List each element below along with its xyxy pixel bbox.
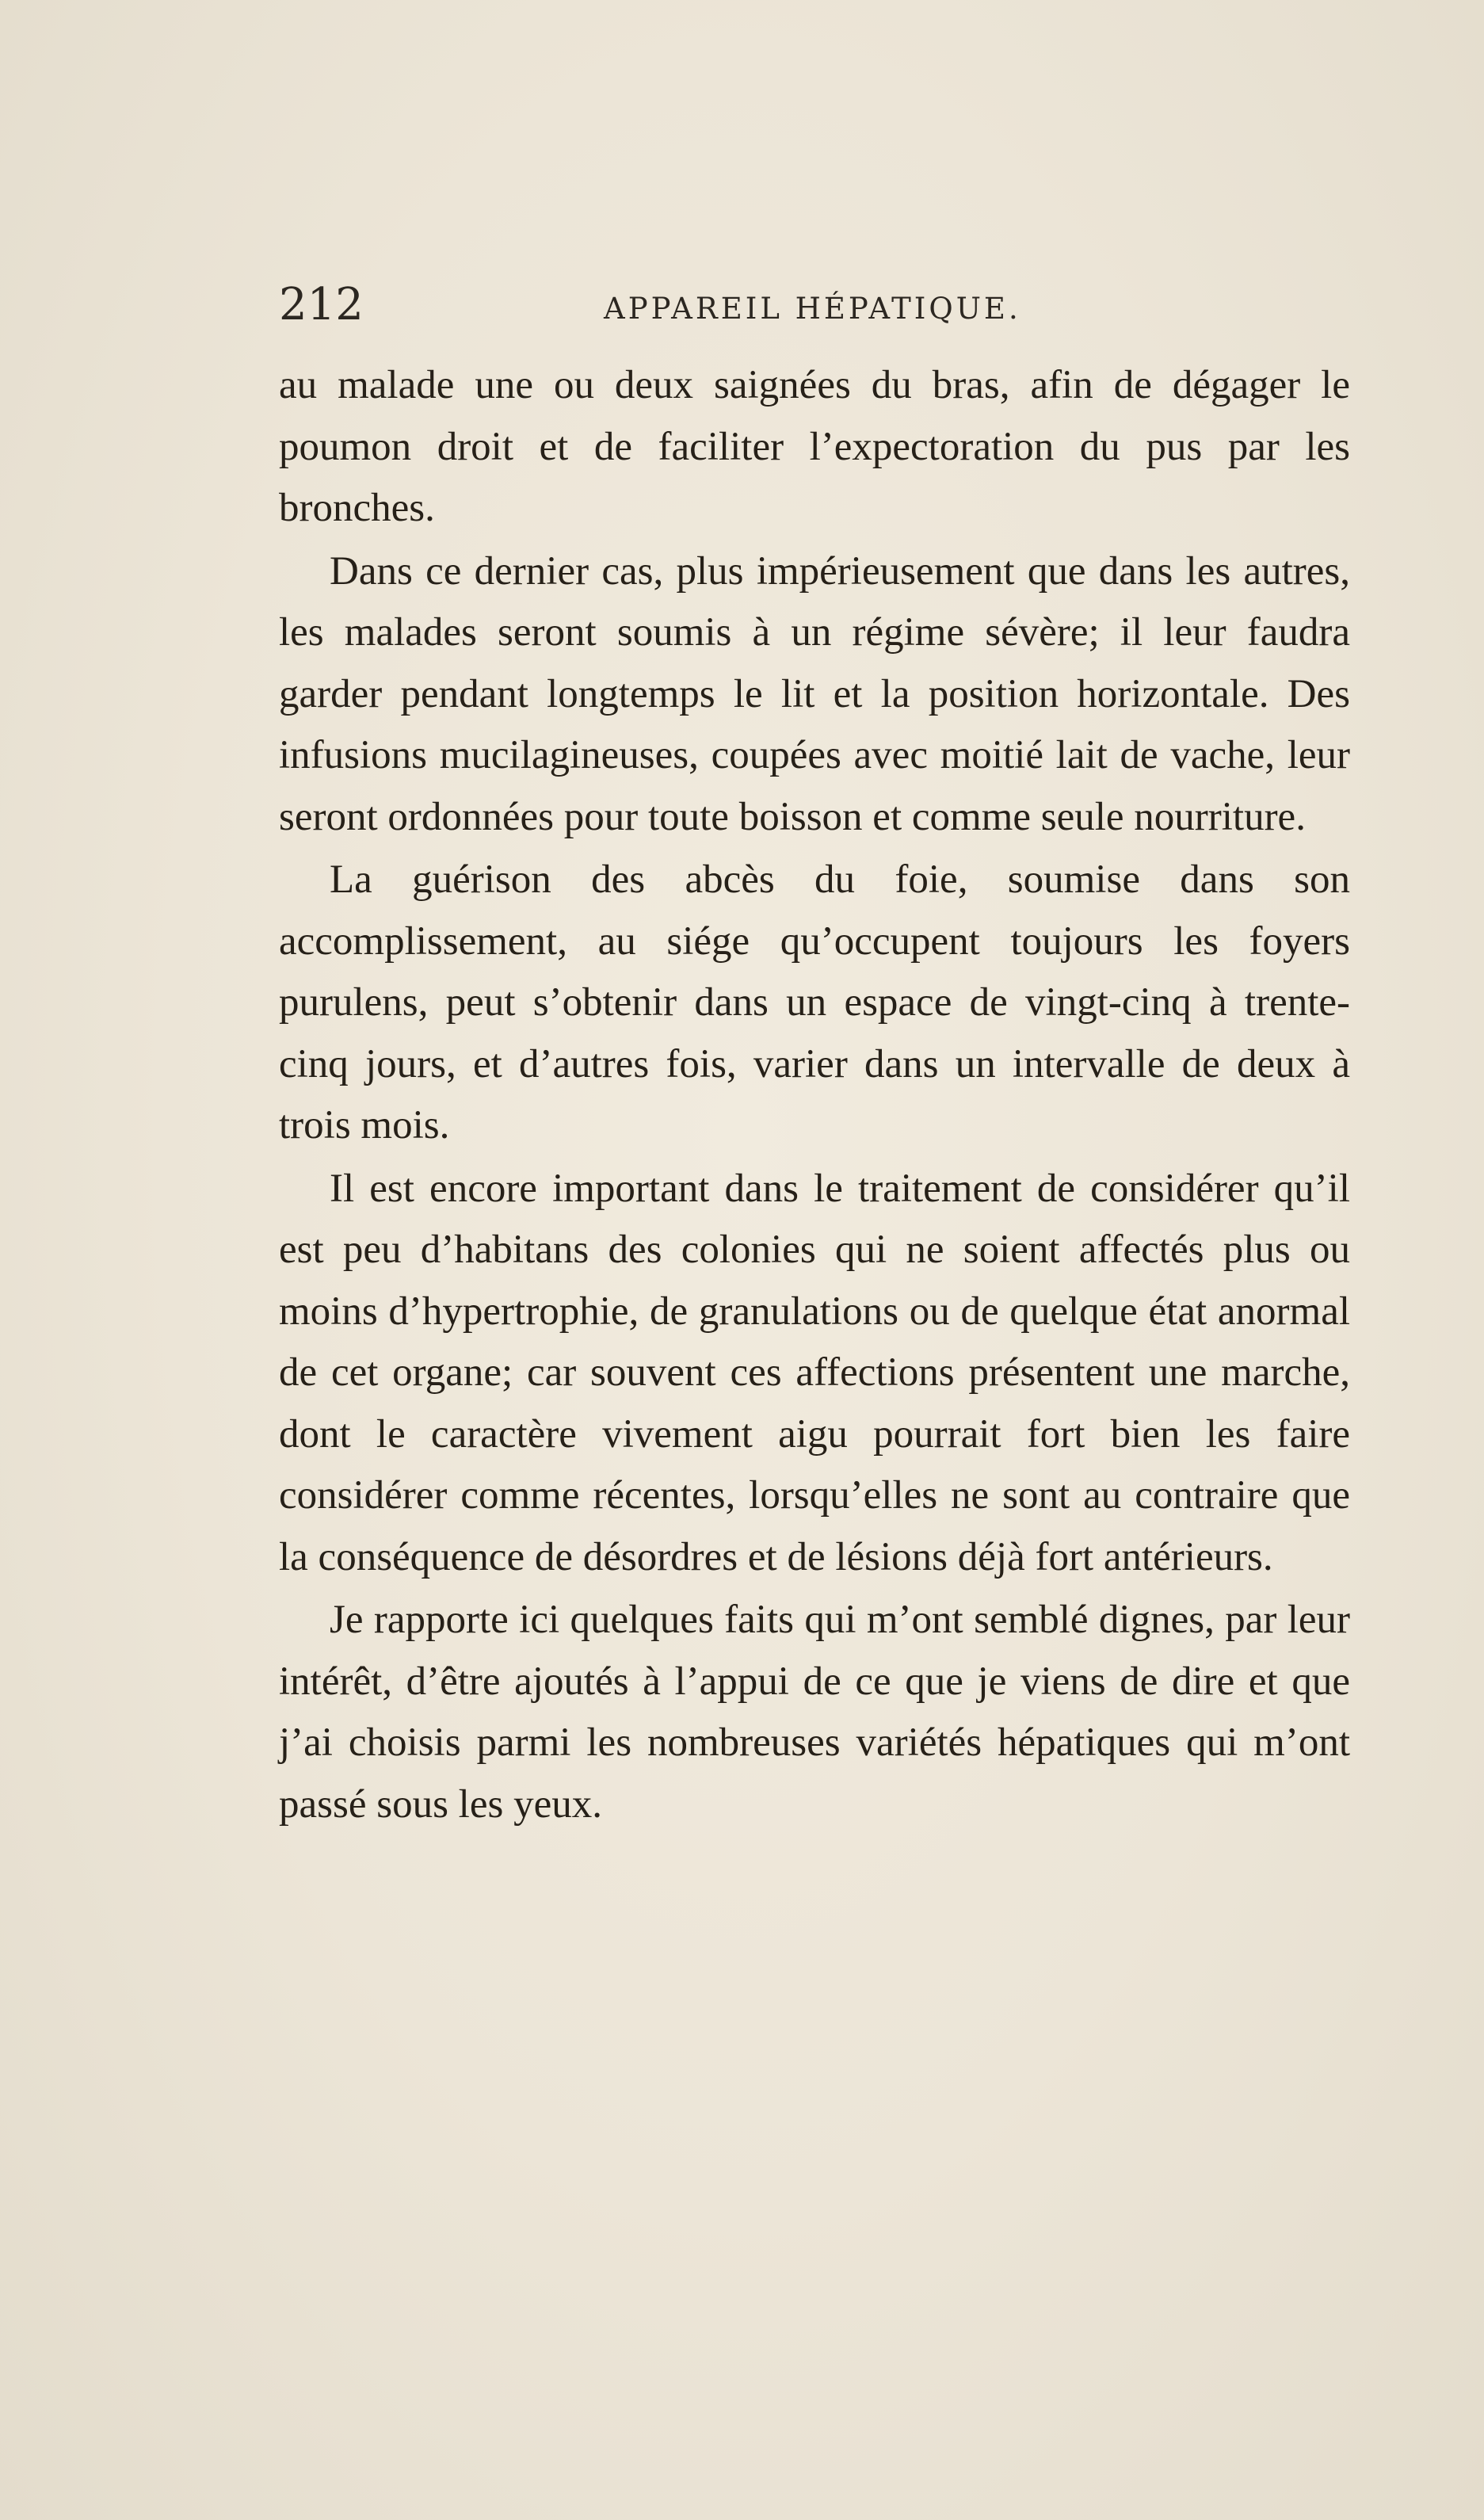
paragraph-5: Je rapporte ici quelques faits qui m’ont semblé dignes, par leur intérêt, d’être ajoutés à l’appui de ce que je viens de dire et que j’ai choisis parmi les nombreuses variétés hépatiques qui m’ont passé sous les yeux. bbox=[279, 1598, 1350, 1827]
running-head: APPAREIL HÉPATIQUE. bbox=[604, 292, 1021, 326]
paragraph-2: Dans ce dernier cas, plus impérieusement que dans les autres, les malades seront soumis à un régime sévère; il leur faudra garder pendant longtemps le lit et la position horizontale. Des infusions mucilagineuses, coupées avec moitié lait de vache, leur seront ordonnées pour toute boisson et comme seule nourriture. bbox=[279, 548, 1350, 839]
paragraph-1: au malade une ou deux saignées du bras, afin de dégager le poumon droit et de faciliter l’expectoration du pus par les bronches. bbox=[279, 363, 1350, 530]
page-number: 212 bbox=[279, 279, 364, 330]
paragraph-3: La guérison des abcès du foie, soumise dans son accomplissement, au siége qu’occupent toujours les foyers purulens, peut s’obtenir dans un espace de vingt-cinq à trente-cinq jours, et d’autres fois, varier dans un intervalle de deux à trois mois. bbox=[279, 857, 1350, 1147]
paragraph-4: Il est encore important dans le traitement de considérer qu’il est peu d’habitans des colonies qui ne soient affectés plus ou moins d’hypertrophie, de granulations ou de quelque état anormal de cet organe; car souvent ces affections présentent une marche, dont le caractère vivement aigu pourrait fort bien les faire considérer comme récentes, lorsqu’elles ne sont au contraire que la conséquence de désordres et de lésions déjà fort antérieurs. bbox=[279, 1166, 1350, 1579]
body-text bbox=[279, 355, 1350, 1837]
page-header bbox=[279, 269, 1341, 341]
